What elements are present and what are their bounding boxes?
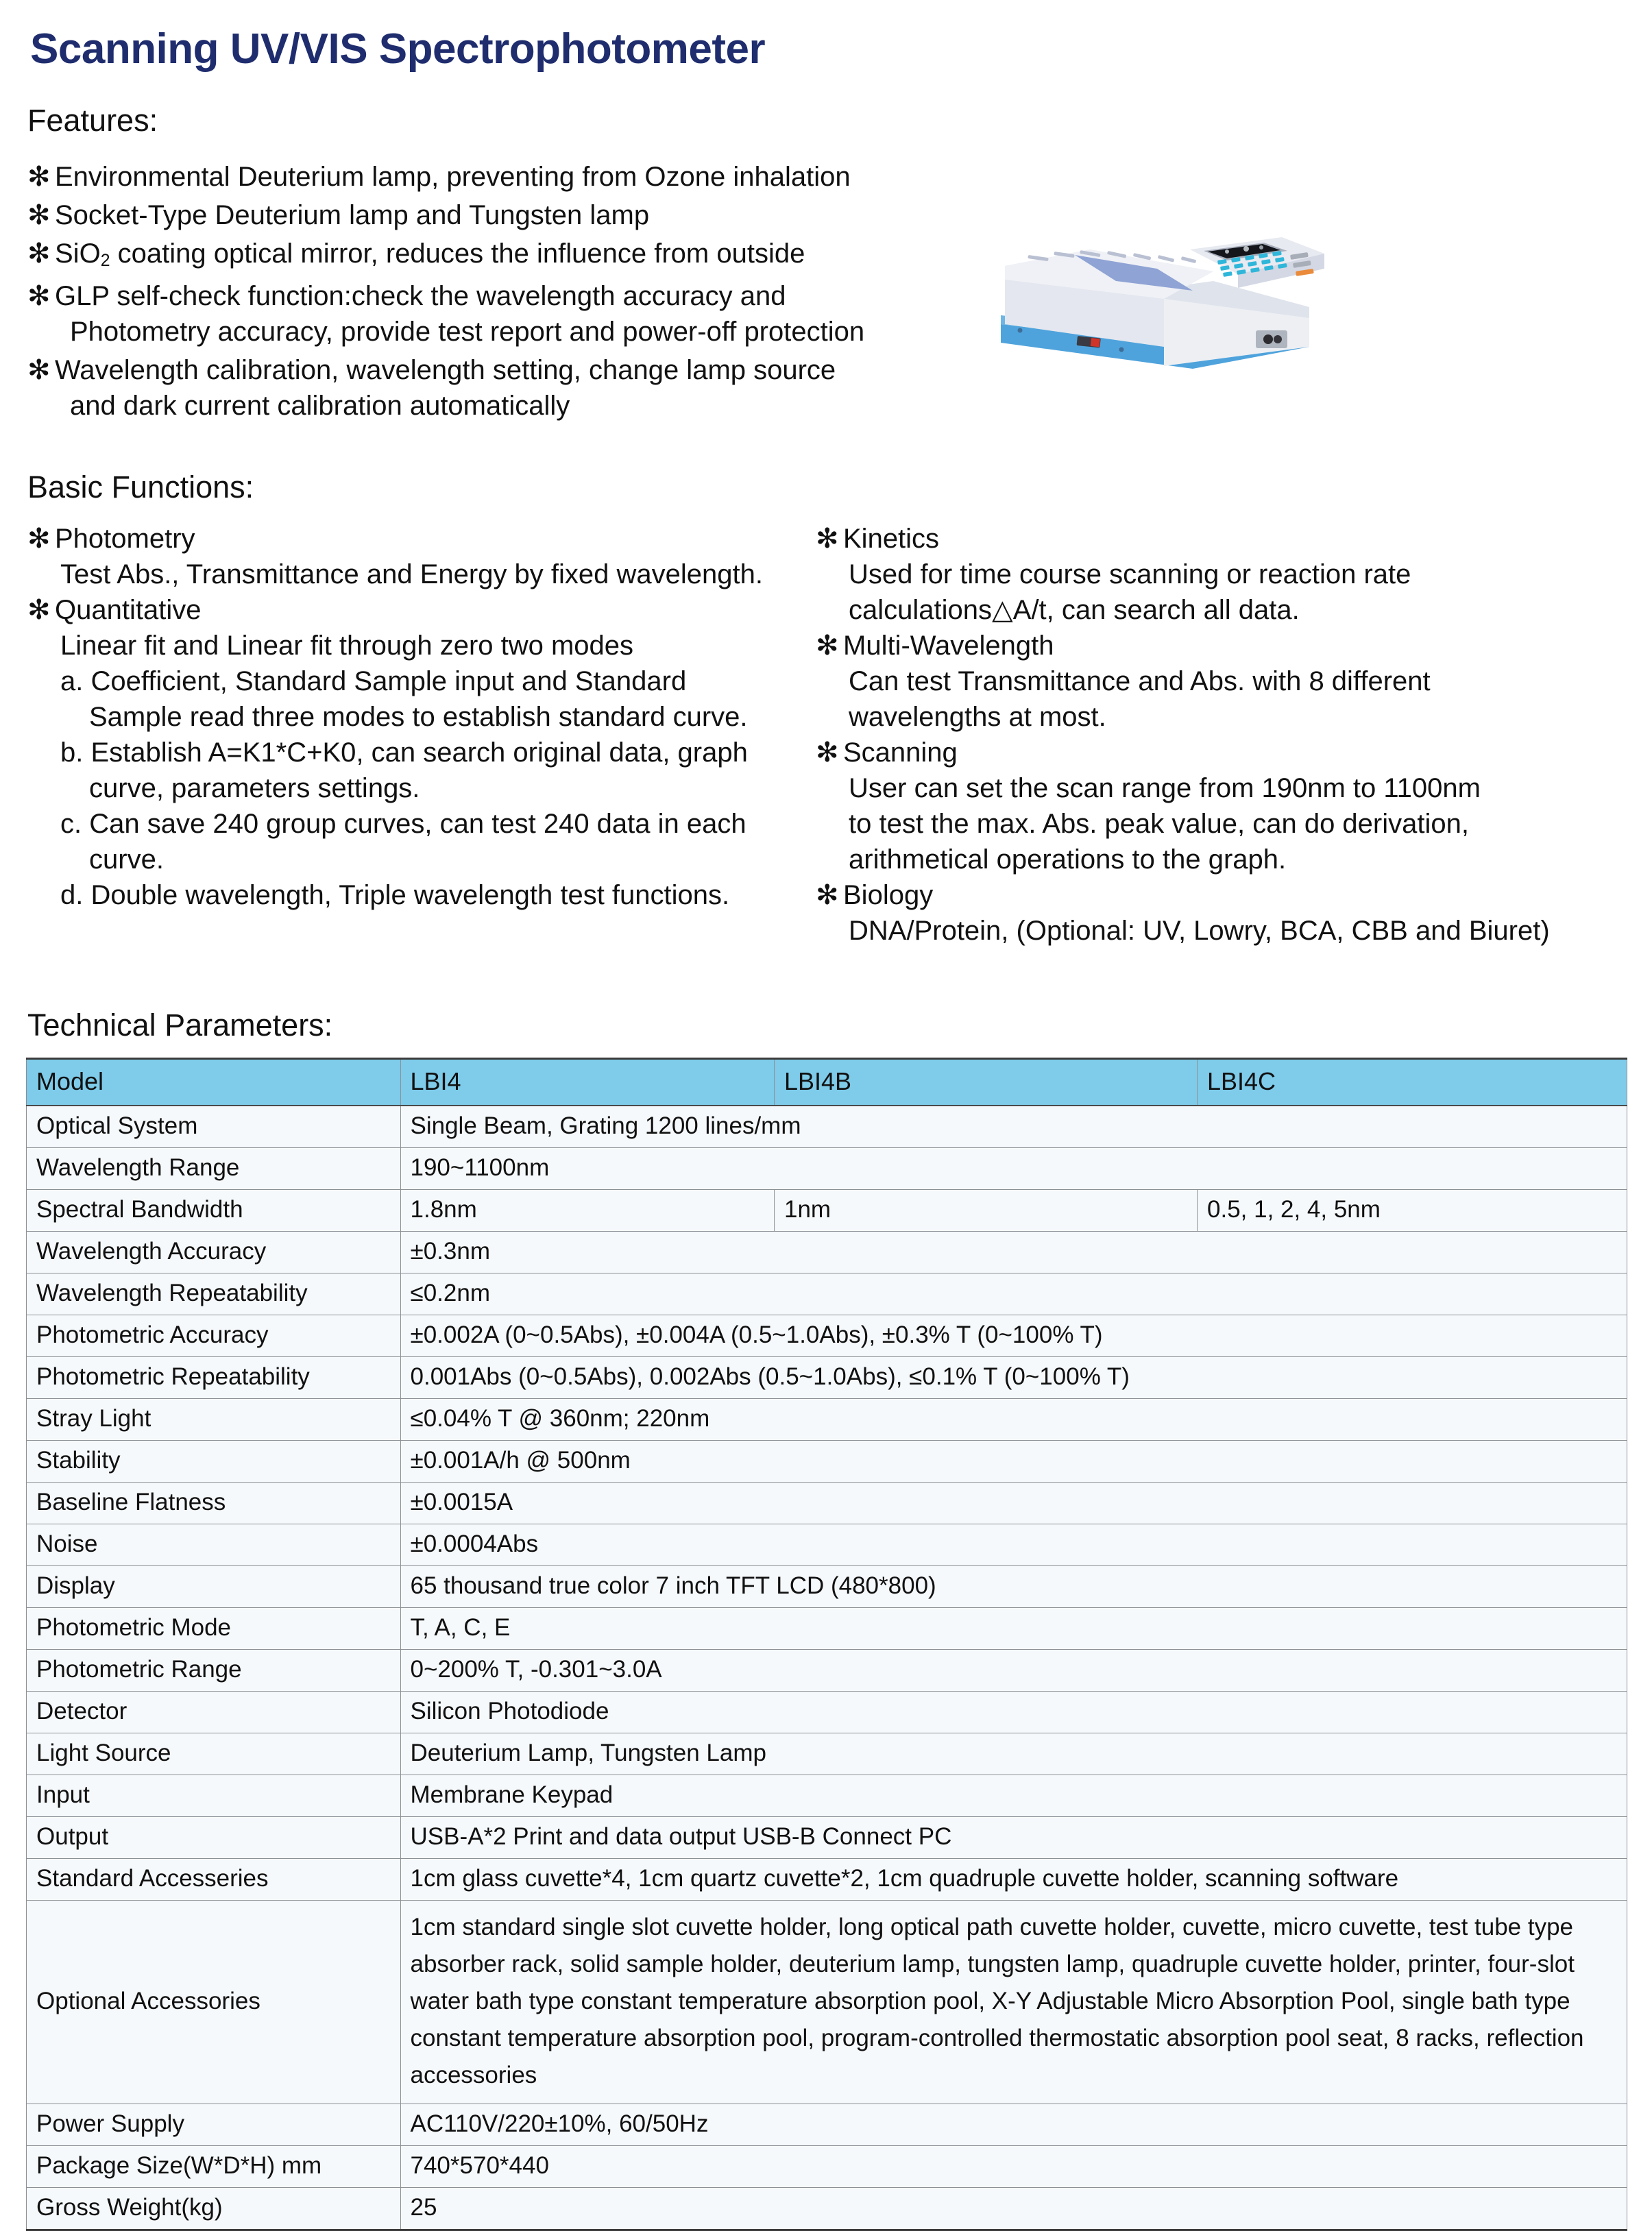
row-label: Spectral Bandwidth bbox=[27, 1190, 401, 1232]
spectrophotometer-illustration bbox=[987, 184, 1344, 403]
table-row bbox=[27, 1232, 1627, 1273]
row-value: ≤0.04% T @ 360nm; 220nm bbox=[400, 1399, 1627, 1441]
row-label: Noise bbox=[27, 1524, 401, 1566]
asterisk-icon: ✻ bbox=[816, 880, 839, 910]
table-row bbox=[27, 1148, 1627, 1190]
row-label: Gross Weight(kg) bbox=[27, 2188, 401, 2230]
row-label: Package Size(W*D*H) mm bbox=[27, 2146, 401, 2188]
function-subitem bbox=[27, 735, 816, 806]
row-value: Membrane Keypad bbox=[400, 1775, 1627, 1817]
function-line: arithmetical operations to the graph. bbox=[849, 844, 1287, 875]
row-label: Optical System bbox=[27, 1106, 401, 1148]
feature-text bbox=[55, 278, 980, 350]
subitem-line-1: d. Double wavelength, Triple wavelength test functions. bbox=[60, 880, 730, 910]
row-value: Single Beam, Grating 1200 lines/mm bbox=[400, 1106, 1627, 1148]
function-name-row bbox=[816, 735, 1631, 770]
table-row bbox=[27, 1650, 1627, 1692]
row-label: Optional Accessories bbox=[27, 1901, 401, 2104]
power-switch bbox=[1091, 338, 1100, 347]
table-row bbox=[27, 1441, 1627, 1483]
features-list bbox=[27, 159, 980, 426]
features-heading: Features: bbox=[27, 103, 158, 138]
feature-item bbox=[27, 352, 980, 424]
screw bbox=[1018, 328, 1023, 333]
basic-function-kinetics bbox=[816, 521, 1631, 628]
basic-functions-left-column bbox=[27, 521, 816, 913]
row-value: ±0.001A/h @ 500nm bbox=[400, 1441, 1627, 1483]
row-label: Detector bbox=[27, 1692, 401, 1733]
asterisk-icon: ✻ bbox=[27, 524, 51, 554]
asterisk-icon: ✻ bbox=[816, 631, 839, 661]
feature-item bbox=[27, 159, 980, 195]
screw bbox=[1119, 348, 1124, 352]
feature-item bbox=[27, 278, 980, 350]
technical-parameters-heading: Technical Parameters: bbox=[27, 1008, 333, 1043]
basic-function-biology bbox=[816, 877, 1631, 949]
feature-line-1: Wavelength calibration, wavelength setting, change lamp source bbox=[55, 355, 836, 385]
feature-line-2: and dark current calibration automatically bbox=[70, 391, 570, 421]
table-row bbox=[27, 1106, 1627, 1148]
asterisk-icon: ✻ bbox=[816, 737, 839, 768]
function-line: Can test Transmittance and Abs. with 8 different bbox=[849, 666, 1431, 696]
function-line: Used for time course scanning or reaction rate bbox=[849, 559, 1411, 589]
asterisk-icon: ✻ bbox=[27, 281, 51, 311]
subitem-line-2: curve. bbox=[89, 844, 164, 875]
asterisk-icon: ✻ bbox=[27, 239, 51, 269]
function-name-row bbox=[27, 592, 816, 628]
table-row bbox=[27, 1608, 1627, 1650]
asterisk-icon: ✻ bbox=[816, 524, 839, 554]
row-label: Wavelength Range bbox=[27, 1148, 401, 1190]
row-label: Photometric Accuracy bbox=[27, 1315, 401, 1357]
function-subitem bbox=[27, 806, 816, 877]
row-label: Photometric Mode bbox=[27, 1608, 401, 1650]
row-value: ≤0.2nm bbox=[400, 1273, 1627, 1315]
row-value: 0~200% T, -0.301~3.0A bbox=[400, 1650, 1627, 1692]
connector-port bbox=[1274, 335, 1282, 343]
function-description: Test Abs., Transmittance and Energy by fixed wavelength. bbox=[60, 559, 763, 589]
row-label: Photometric Range bbox=[27, 1650, 401, 1692]
row-label: Baseline Flatness bbox=[27, 1483, 401, 1524]
row-value: 0.001Abs (0~0.5Abs), 0.002Abs (0.5~1.0Abs), ≤0.1% T (0~100% T) bbox=[400, 1357, 1627, 1399]
lcd-glare bbox=[1259, 245, 1263, 249]
table-row bbox=[27, 1775, 1627, 1817]
function-name: Multi-Wavelength bbox=[843, 631, 1054, 661]
row-label: Wavelength Repeatability bbox=[27, 1273, 401, 1315]
connector-port bbox=[1263, 334, 1273, 344]
row-label: Output bbox=[27, 1817, 401, 1859]
row-label: Photometric Repeatability bbox=[27, 1357, 401, 1399]
row-value: USB-A*2 Print and data output USB-B Connect PC bbox=[400, 1817, 1627, 1859]
row-label: Stability bbox=[27, 1441, 401, 1483]
table-row bbox=[27, 1273, 1627, 1315]
table-header-row bbox=[27, 1059, 1627, 1106]
function-name: Photometry bbox=[55, 524, 195, 554]
row-label: Light Source bbox=[27, 1733, 401, 1775]
lcd-glare bbox=[1243, 246, 1249, 252]
asterisk-icon: ✻ bbox=[27, 162, 51, 192]
function-line: User can set the scan range from 190nm to 1100nm bbox=[849, 773, 1481, 803]
feature-text: Socket-Type Deuterium lamp and Tungsten lamp bbox=[55, 200, 650, 230]
row-value: 1cm standard single slot cuvette holder, long optical path cuvette holder, cuvette, micro cuvette, test tube type absorber rack, solid sample holder, deuterium lamp, tungsten lamp, quadruple cuvette holder, printer, four-slot water bath type constant temperature absorption pool, X-Y Adjustable Micro Absorption Pool, single bath type constant temperature absorption pool, program-controlled thermostatic absorption pool seat, 8 racks, reflection accessories bbox=[400, 1901, 1627, 2104]
row-value: 740*570*440 bbox=[400, 2146, 1627, 2188]
row-value-lbi4c: 0.5, 1, 2, 4, 5nm bbox=[1198, 1190, 1627, 1232]
function-subitem bbox=[27, 877, 816, 913]
function-line: to test the max. Abs. peak value, can do derivation, bbox=[849, 809, 1469, 839]
function-name-row bbox=[27, 521, 816, 557]
feature-text-pre: SiO bbox=[55, 239, 101, 269]
row-value: Deuterium Lamp, Tungsten Lamp bbox=[400, 1733, 1627, 1775]
asterisk-icon: ✻ bbox=[27, 200, 51, 230]
technical-parameters-table bbox=[26, 1058, 1627, 2231]
row-value: ±0.3nm bbox=[400, 1232, 1627, 1273]
table-row bbox=[27, 1315, 1627, 1357]
header-model: Model bbox=[27, 1059, 401, 1106]
basic-functions-right-column bbox=[816, 521, 1631, 949]
row-value: 25 bbox=[400, 2188, 1627, 2230]
function-name: Quantitative bbox=[55, 595, 202, 625]
table-row bbox=[27, 1524, 1627, 1566]
function-name-row bbox=[816, 521, 1631, 557]
subitem-line-2: Sample read three modes to establish standard curve. bbox=[89, 702, 748, 732]
basic-function-photometry bbox=[27, 521, 816, 592]
row-value: ±0.002A (0~0.5Abs), ±0.004A (0.5~1.0Abs), ±0.3% T (0~100% T) bbox=[400, 1315, 1627, 1357]
table-row bbox=[27, 1190, 1627, 1232]
function-subitem bbox=[27, 663, 816, 735]
row-value: T, A, C, E bbox=[400, 1608, 1627, 1650]
page-title: Scanning UV/VIS Spectrophotometer bbox=[30, 25, 766, 73]
feature-text bbox=[55, 352, 980, 424]
function-line: wavelengths at most. bbox=[849, 702, 1106, 732]
table-row bbox=[27, 1817, 1627, 1859]
row-value-lbi4b: 1nm bbox=[775, 1190, 1198, 1232]
header-lbi4: LBI4 bbox=[400, 1059, 775, 1106]
row-value: 1cm glass cuvette*4, 1cm quartz cuvette*2, 1cm quadruple cuvette holder, scanning software bbox=[400, 1859, 1627, 1901]
feature-text bbox=[55, 236, 980, 276]
row-value: ±0.0004Abs bbox=[400, 1524, 1627, 1566]
feature-text: Environmental Deuterium lamp, preventing from Ozone inhalation bbox=[55, 162, 851, 192]
basic-function-multi-wavelength bbox=[816, 628, 1631, 735]
function-description: Linear fit and Linear fit through zero two modes bbox=[60, 631, 634, 661]
function-name-row bbox=[816, 877, 1631, 913]
table-row bbox=[27, 1859, 1627, 1901]
lcd-glare bbox=[1225, 249, 1229, 254]
subitem-line-1: a. Coefficient, Standard Sample input and Standard bbox=[60, 666, 687, 696]
row-value: 190~1100nm bbox=[400, 1148, 1627, 1190]
row-value-lbi4: 1.8nm bbox=[400, 1190, 775, 1232]
header-lbi4c: LBI4C bbox=[1198, 1059, 1627, 1106]
feature-line-1: GLP self-check function:check the wavelength accuracy and bbox=[55, 281, 786, 311]
table-row bbox=[27, 1566, 1627, 1608]
row-label: Wavelength Accuracy bbox=[27, 1232, 401, 1273]
table-row bbox=[27, 1399, 1627, 1441]
feature-item bbox=[27, 197, 980, 233]
table-row-optional-accessories bbox=[27, 1901, 1627, 2104]
asterisk-icon: ✻ bbox=[27, 355, 51, 385]
function-name: Kinetics bbox=[843, 524, 940, 554]
function-name-row bbox=[816, 628, 1631, 663]
row-label: Stray Light bbox=[27, 1399, 401, 1441]
row-label: Power Supply bbox=[27, 2104, 401, 2146]
table-row bbox=[27, 1692, 1627, 1733]
asterisk-icon: ✻ bbox=[27, 595, 51, 625]
feature-item bbox=[27, 236, 980, 276]
table-row bbox=[27, 2104, 1627, 2146]
function-line: calculations△A/t, can search all data. bbox=[849, 595, 1300, 625]
table-row bbox=[27, 2146, 1627, 2188]
header-lbi4b: LBI4B bbox=[775, 1059, 1198, 1106]
row-value: AC110V/220±10%, 60/50Hz bbox=[400, 2104, 1627, 2146]
basic-function-scanning bbox=[816, 735, 1631, 877]
row-label: Input bbox=[27, 1775, 401, 1817]
table-row bbox=[27, 2188, 1627, 2230]
row-value: Silicon Photodiode bbox=[400, 1692, 1627, 1733]
subitem-line-1: c. Can save 240 group curves, can test 240 data in each bbox=[60, 809, 746, 839]
table-row bbox=[27, 1357, 1627, 1399]
product-photo bbox=[987, 184, 1344, 403]
basic-functions-heading: Basic Functions: bbox=[27, 470, 254, 504]
feature-line-2: Photometry accuracy, provide test report and power-off protection bbox=[70, 317, 865, 347]
function-name: Biology bbox=[843, 880, 934, 910]
subitem-line-2: curve, parameters settings. bbox=[89, 773, 420, 803]
function-line: DNA/Protein, (Optional: UV, Lowry, BCA, CBB and Biuret) bbox=[849, 916, 1550, 946]
subscript-2: 2 bbox=[100, 252, 110, 271]
subitem-line-1: b. Establish A=K1*C+K0, can search original data, graph bbox=[60, 737, 748, 768]
function-name: Scanning bbox=[843, 737, 958, 768]
row-value: ±0.0015A bbox=[400, 1483, 1627, 1524]
basic-function-quantitative bbox=[27, 592, 816, 913]
table-row bbox=[27, 1483, 1627, 1524]
row-label: Display bbox=[27, 1566, 401, 1608]
row-value: 65 thousand true color 7 inch TFT LCD (480*800) bbox=[400, 1566, 1627, 1608]
table-row bbox=[27, 1733, 1627, 1775]
feature-text-post: coating optical mirror, reduces the influence from outside bbox=[110, 239, 805, 269]
row-label: Standard Accesseries bbox=[27, 1859, 401, 1901]
